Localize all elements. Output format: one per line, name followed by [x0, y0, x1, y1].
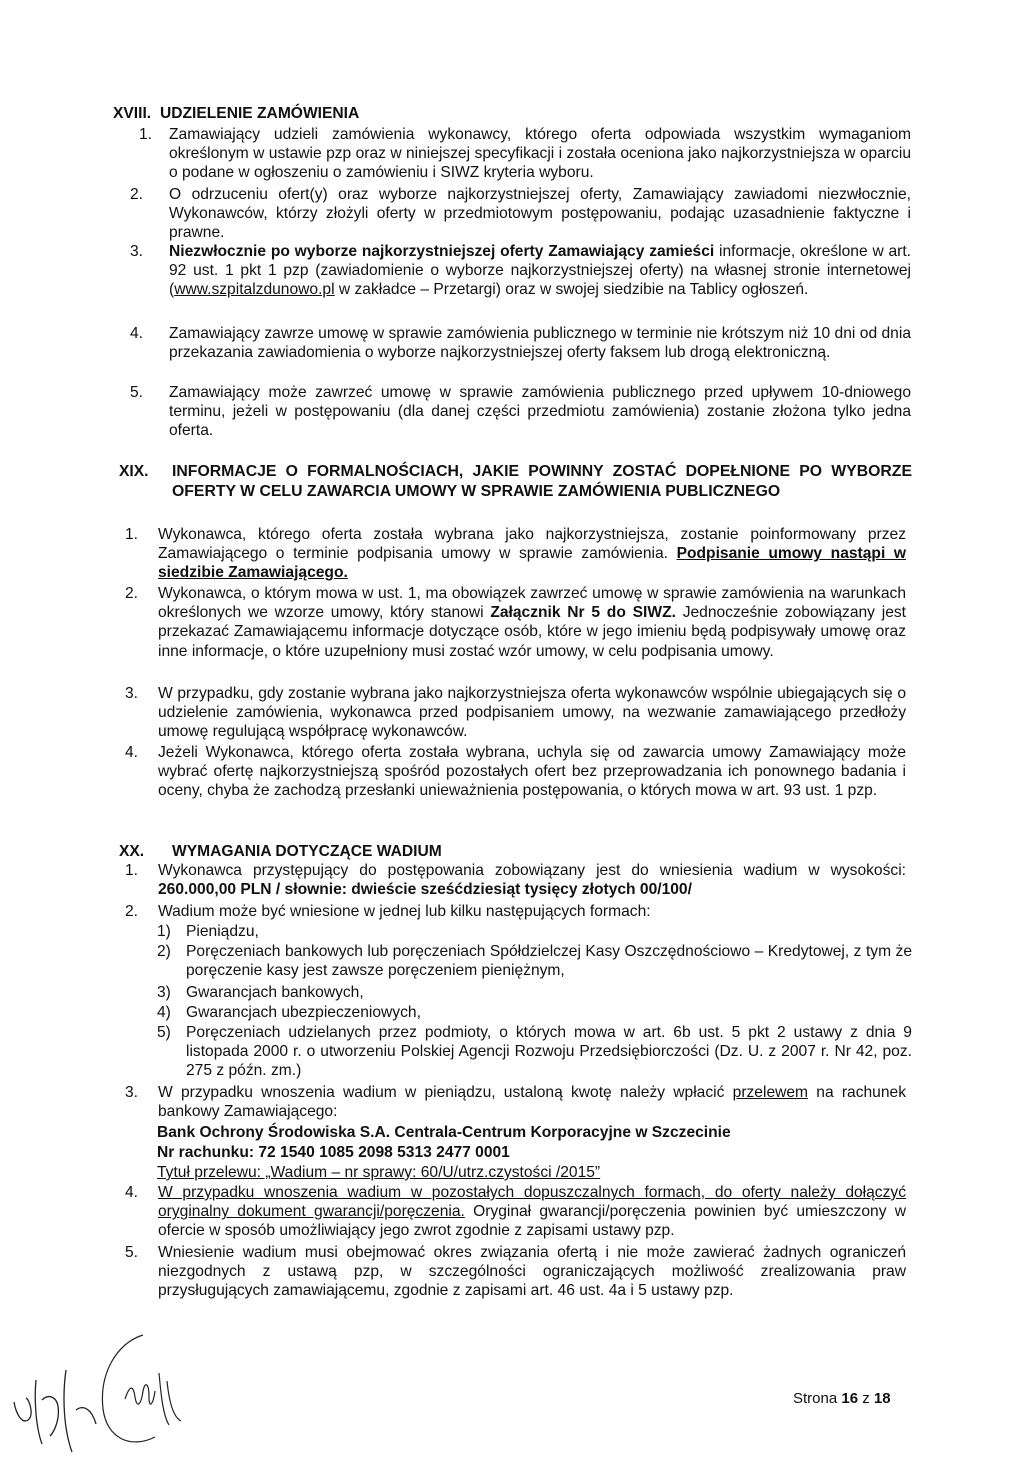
transfer-title: Tytuł przelewu: „Wadium – nr sprawy: 60/U/utrz.czystości /2015” [157, 1164, 601, 1181]
document-page: XVIII. UDZIELENIE ZAMÓWIENIA 1. Zamawiający udzieli zamówienia wykonawcy, którego oferta odpowiada wszystkim wymaganiom określonym w ustawie pzp oraz w niniejszej specyfikacji i została oceniona jako najkorzystniejsza w oparciu o podane w ogłoszeniu o zamówieniu i SIWZ kryteria wyboru. 2. O odrzuceniu ofert(y) oraz wyborze najkorzystniejszej oferty, Zamawiający zawiadomi niezwłocznie, Wykonawców, którzy złożyli oferty w przedmiotowym postępowaniu, podając uzasadnienie faktyczne i prawne. 3. Niezwłocznie po wyborze najkorzystniejszej oferty Zamawiający zamieści informacje, określone w art. 92 ust. 1 pkt 1 pzp (zawiadomienie o wyborze najkorzystniejszej oferty) na własnej stronie internetowej (www.szpitalzdunowo.pl w zakładce – Przetargi) oraz w swojej siedzibie na Tablicy ogłoszeń. 4. Zamawiający zawrze umowę w sprawie zamówienia publicznego w terminie nie krótszym niż 10 dni od dnia przekazania zawiadomienia o wyborze najkorzystniejszej oferty faksem lub drogą elektroniczną. 5. Zamawiający może zawrzeć umowę w sprawie zamówienia publicznego przed upływem 10-dniowego terminu, jeżeli w postępowaniu (dla danej części przedmiotu zamówienia) zostanie złożona tylko jedna oferta. XIX. INFORMACJE O FORMALNOŚCIACH, JAKIE POWINNY ZOSTAĆ DOPEŁNIONE PO WYBORZE OFERTY W CELU ZAWARCIA UMOWY W SPRAWIE ZAMÓWIENIA PUBLICZNEGO 1. Wykonawca, którego oferta została wybrana jako najkorzystniejsza, zostanie poinformowany przez Zamawiającego o terminie podpisania umowy w sprawie zamówienia. Podpisanie umowy nastąpi w siedzibie Zamawiającego. 2. Wykonawca, o którym mowa w ust. 1, ma obowiązek zawrzeć umowę w sprawie zamówienia na warunkach określonych we wzorze umowy, który stanowi Załącznik Nr 5 do SIWZ. Jednocześnie zobowiązany jest przekazać Zamawiającemu informacje dotyczące osób, które w jego imieniu będą podpisywały umowę oraz inne informacje, o które uzupełniony musi zostać wzór umowy, w celu podpisania umowy. 3. W przypadku, gdy zostanie wybrana jako najkorzystniejsza oferta wykonawców wspólnie ubiegających się o udzielenie zamówienia, wykonawca przed podpisaniem umowy, na wezwanie zamawiającego przedłoży umowę regulującą współpracę wykonawców. 4. Jeżeli Wykonawca, którego oferta została wybrana, uchyla się od zawarcia umowy Zamawiający może wybrać ofertę najkorzystniejszą spośród pozostałych ofert bez przeprowadzania ich ponownego badania i oceny, chyba że zachodzą przesłanki unieważnienia postępowania, o których mowa w art. 93 ust. 1 pzp. XX. WYMAGANIA DOTYCZĄCE WADIUM 1. Wykonawca przystępujący do postępowania zobowiązany jest do wniesienia wadium w wysokości: 260.000,00 PLN / słownie: dwieście sześćdziesiąt tysięcy złotych 00/100/ 2. Wadium może być wniesione w jednej lub kilku następujących formach: 1) Pieniądzu, 2) Poręczeniach bankowych lub poręczeniach Spółdzielczej Kasy Oszczędnościowo – Kredytowej, z tym że poręczenie kasy jest zawsze poręczeniem pieniężnym, 3) Gwarancjach bankowych, 4) Gwarancjach ubezpieczeniowych, 5) Poręczeniach udzielanych przez podmioty, o których mowa w art. 6b ust. 5 pkt 2 ustawy z dnia 9 listopada 2000 r. o utworzeniu Polskiej Agencji Rozwoju Przedsiębiorczości (Dz. U. z 2007 r. Nr 42, poz. 275 z późn. zm.) 3. W przypadku wnoszenia wadium w pieniądzu, ustaloną kwotę należy wpłacić przelewem na rachunek bankowy Zamawiającego: Bank Ochrony Środowiska S.A. Centrala-Centrum Korporacyjne w Szczecinie Nr rachunku: 72 1540 1085 2098 5313 2477 0001 Tytuł przelewu: „Wadium – nr sprawy: 60/U/utrz.czystości /2015” 4. W przypadku wnoszenia wadium w pozostałych dopuszczalnych formach, do oferty należy dołączyć oryginalny dokument gwarancji/poręczenia. Oryginał gwarancji/poręczenia powinien być umieszczony w ofercie w sposób umożliwiający jego zwrot zgodnie z zapisami ustawy pzp. 5. Wniesienie wadium musi obejmować okres związania ofertą i nie może zawierać żadnych ograniczeń niezgodnych z ustawą pzp, w szczególności ograniczających możliwość zrealizowania praw przysługujących zamawiającemu, zgodnie z zapisami art. 46 ust. 4a i 5 ustawy pzp. Strona 16 z 18 [0, 0, 1024, 1463]
section-title: UDZIELENIE ZAMÓWIENIA [160, 105, 360, 122]
bank-account: Nr rachunku: 72 1540 1085 2098 5313 2477 0001 [157, 1144, 510, 1161]
section-xviii-heading [113, 104, 813, 124]
handwritten-initials [85, 1325, 205, 1455]
section-number: XVIII. [113, 105, 152, 122]
section-title: INFORMACJE O FORMALNOŚCIACH, JAKIE POWINNY ZOSTAĆ DOPEŁNIONE PO WYBORZE OFERTY W CELU ZAWARCIA UMOWY W SPRAWIE ZAMÓWIENIA PUBLICZNEGO [172, 463, 912, 500]
website-link[interactable]: www.szpitalzdunowo.pl [174, 281, 335, 299]
section-number: XX. [119, 843, 145, 860]
section-xx-heading [119, 842, 819, 862]
section-title: WYMAGANIA DOTYCZĄCE WADIUM [172, 843, 442, 860]
section-xix-heading [119, 462, 919, 522]
page-number: Strona 16 z 18 [793, 1390, 891, 1407]
section-number: XIX. [119, 463, 149, 480]
bank-name: Bank Ochrony Środowiska S.A. Centrala-Centrum Korporacyjne w Szczecinie [157, 1124, 731, 1141]
